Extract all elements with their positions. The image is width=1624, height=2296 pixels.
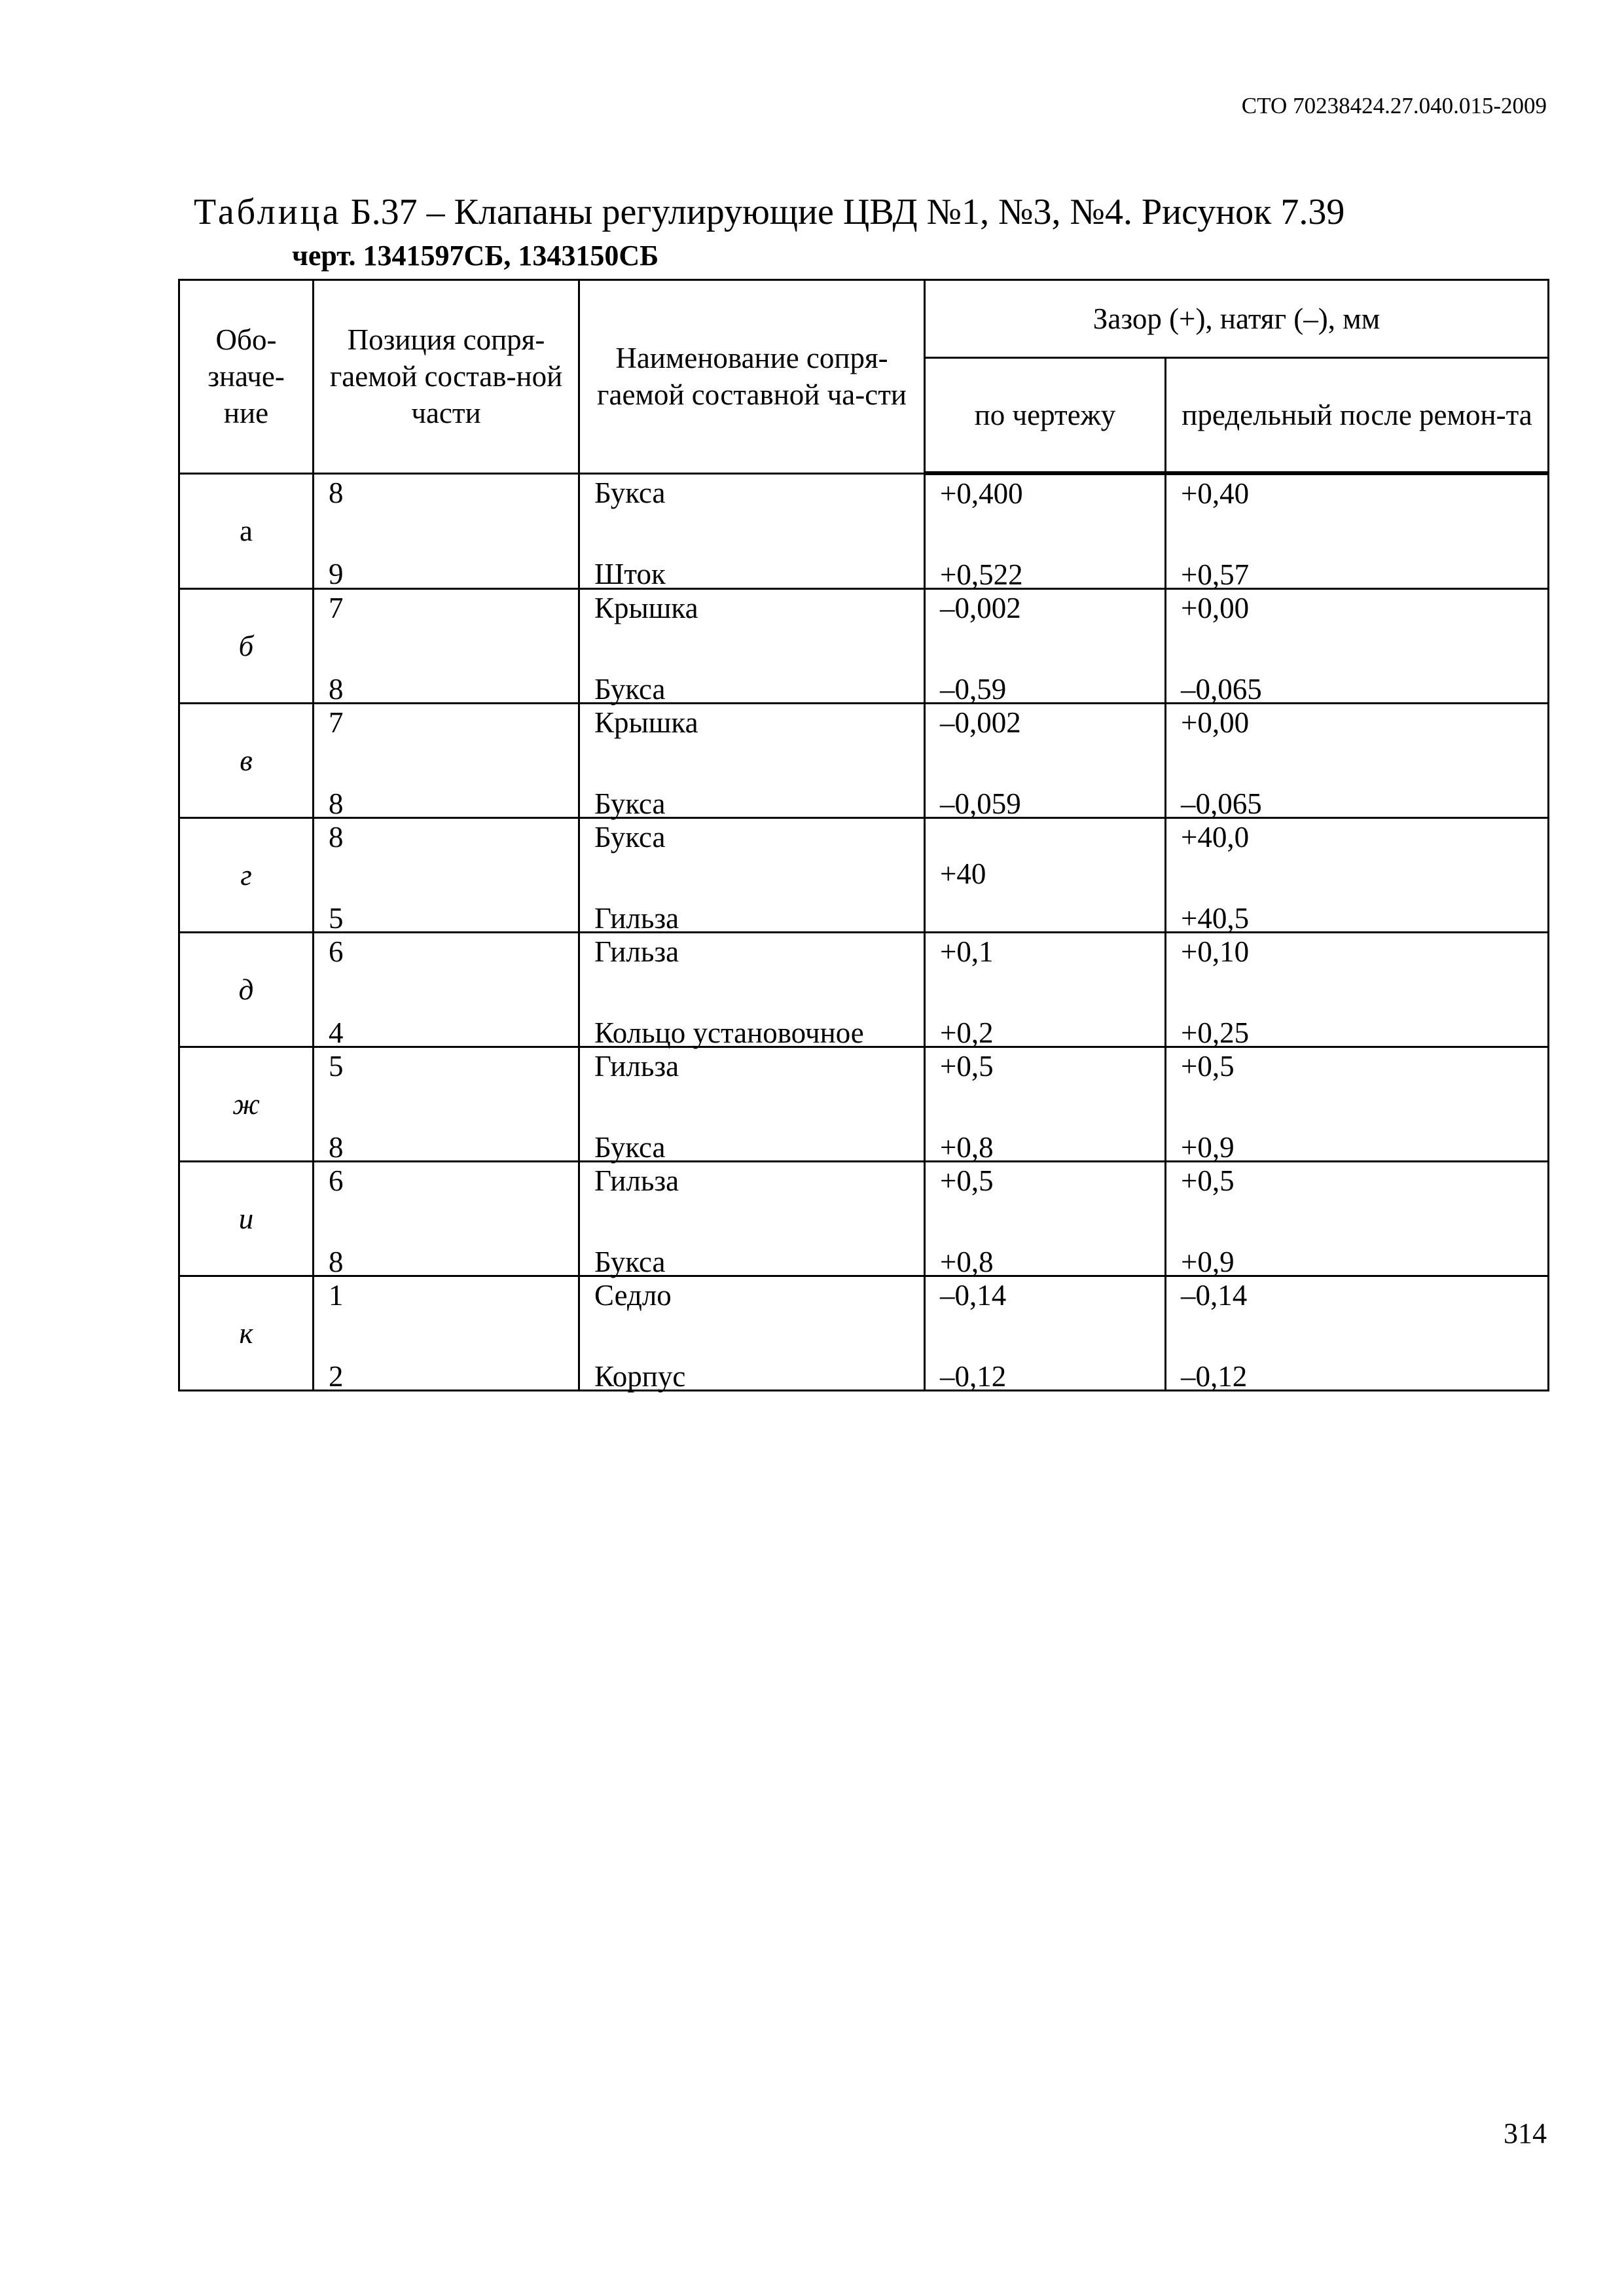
name-cell <box>579 1047 925 1162</box>
cell-value-bottom: +0,2 <box>940 1016 994 1049</box>
mark-cell: д <box>179 933 314 1047</box>
cell-value-bottom: –0,059 <box>940 787 1021 820</box>
cell-value-top: 1 <box>329 1279 344 1312</box>
cell-value-top: +0,5 <box>940 1164 994 1197</box>
name-cell <box>579 589 925 704</box>
cell-value-top: –0,002 <box>940 592 1021 624</box>
cell-value-top: +0,1 <box>940 935 994 968</box>
drawing-cell <box>925 473 1166 589</box>
cell-value-top: +0,10 <box>1181 935 1250 968</box>
table-row <box>179 933 1549 1047</box>
mark-cell: и <box>179 1162 314 1276</box>
cell-value-bottom: 8 <box>329 787 344 820</box>
drawing-cell <box>925 933 1166 1047</box>
cell-value-top: +0,40 <box>1181 477 1250 510</box>
cell-value-top: Букса <box>594 476 666 509</box>
cell-value-bottom: +0,8 <box>940 1246 994 1278</box>
cell-value-top: +0,5 <box>1181 1164 1235 1197</box>
header-position: Позиция сопря-гаемой состав-ной части <box>314 280 579 474</box>
mark-cell: ж <box>179 1047 314 1162</box>
name-cell <box>579 1276 925 1391</box>
cell-value: +40 <box>940 857 986 890</box>
cell-value-top: +0,400 <box>940 477 1023 510</box>
table-title-text: Б.37 – Клапаны регулирующие ЦВД №1, №3, №4. Рисунок 7.39 <box>341 192 1345 232</box>
position-cell <box>314 1162 579 1276</box>
cell-value-top: +0,00 <box>1181 592 1250 624</box>
table-row <box>179 704 1549 818</box>
header-by-drawing: по чертежу <box>925 358 1166 474</box>
cell-value-bottom: Букса <box>594 1131 666 1164</box>
position-cell <box>314 1047 579 1162</box>
table-row <box>179 1162 1549 1276</box>
limit-cell <box>1166 589 1549 704</box>
table-title <box>194 191 1344 233</box>
limit-cell <box>1166 473 1549 589</box>
table-row <box>179 1047 1549 1162</box>
drawing-cell <box>925 589 1166 704</box>
cell-value-top: 7 <box>329 706 344 739</box>
cell-value-bottom: Гильза <box>594 902 679 935</box>
name-cell <box>579 818 925 933</box>
cell-value-bottom: –0,12 <box>940 1360 1007 1393</box>
drawing-cell <box>925 1047 1166 1162</box>
cell-value-top: +40,0 <box>1181 821 1250 853</box>
cell-value-bottom: 4 <box>329 1016 344 1049</box>
cell-value-top: –0,14 <box>1181 1279 1248 1312</box>
cell-value-bottom: Букса <box>594 787 666 820</box>
cell-value-bottom: 8 <box>329 673 344 706</box>
position-cell <box>314 933 579 1047</box>
cell-value-top: Гильза <box>594 1164 679 1197</box>
limit-cell <box>1166 1276 1549 1391</box>
name-cell <box>579 933 925 1047</box>
cell-value-bottom: 8 <box>329 1131 344 1164</box>
cell-value-bottom: –0,065 <box>1181 787 1262 820</box>
limit-cell <box>1166 704 1549 818</box>
cell-value-bottom: 9 <box>329 557 344 590</box>
cell-value-bottom: Кольцо установочное <box>594 1016 864 1049</box>
cell-value-bottom: –0,59 <box>940 673 1007 706</box>
cell-value-top: Крышка <box>594 592 698 624</box>
cell-value-top: –0,14 <box>940 1279 1007 1312</box>
limit-cell <box>1166 1162 1549 1276</box>
cell-value-top: Гильза <box>594 935 679 968</box>
cell-value-bottom: +0,9 <box>1181 1246 1235 1278</box>
cell-value-bottom: +40,5 <box>1181 902 1250 935</box>
mark-cell: к <box>179 1276 314 1391</box>
table-title-label: Таблица <box>194 192 342 232</box>
cell-value-top: Крышка <box>594 706 698 739</box>
name-cell <box>579 704 925 818</box>
cell-value-bottom: +0,25 <box>1181 1016 1250 1049</box>
table-row <box>179 1276 1549 1391</box>
cell-value-top: 5 <box>329 1050 344 1083</box>
cell-value-bottom: +0,9 <box>1181 1131 1235 1164</box>
position-cell <box>314 1276 579 1391</box>
cell-value-bottom: Шток <box>594 557 666 590</box>
cell-value-top: Седло <box>594 1279 672 1312</box>
position-cell <box>314 589 579 704</box>
cell-value-bottom: +0,57 <box>1181 558 1250 591</box>
table-subtitle: черт. 1341597СБ, 1343150СБ <box>292 240 659 272</box>
cell-value-bottom: 5 <box>329 902 344 935</box>
table-row <box>179 818 1549 933</box>
cell-value-bottom: –0,12 <box>1181 1360 1248 1393</box>
limit-cell <box>1166 1047 1549 1162</box>
cell-value-top: 7 <box>329 592 344 624</box>
name-cell <box>579 1162 925 1276</box>
cell-value-bottom: +0,522 <box>940 558 1023 591</box>
cell-value-bottom: –0,065 <box>1181 673 1262 706</box>
limit-cell <box>1166 933 1549 1047</box>
cell-value-top: Букса <box>594 821 666 853</box>
cell-value-top: 8 <box>329 476 344 509</box>
drawing-cell <box>925 818 1166 933</box>
cell-value-top: –0,002 <box>940 706 1021 739</box>
cell-value-bottom: Корпус <box>594 1360 686 1393</box>
drawing-cell <box>925 704 1166 818</box>
cell-value-bottom: 2 <box>329 1360 344 1393</box>
header-limit-after-repair: предельный после ремон-та <box>1166 358 1549 474</box>
header-mark: Обо-значе-ние <box>179 280 314 474</box>
document-code: СТО 70238424.27.040.015-2009 <box>1241 93 1547 118</box>
cell-value-top: 6 <box>329 1164 344 1197</box>
table-row <box>179 473 1549 589</box>
mark-cell: в <box>179 704 314 818</box>
page-number: 314 <box>1504 2117 1547 2149</box>
cell-value-top: 6 <box>329 935 344 968</box>
mark-cell: а <box>179 473 314 589</box>
table-row <box>179 589 1549 704</box>
mark-cell: б <box>179 589 314 704</box>
header-gap-group: Зазор (+), натяг (–), мм <box>925 280 1549 358</box>
drawing-cell <box>925 1162 1166 1276</box>
table-body <box>179 473 1549 1391</box>
mark-cell: г <box>179 818 314 933</box>
cell-value-bottom: 8 <box>329 1246 344 1278</box>
drawing-cell <box>925 1276 1166 1391</box>
cell-value-top: Гильза <box>594 1050 679 1083</box>
cell-value-bottom: Букса <box>594 1246 666 1278</box>
cell-value-top: +0,00 <box>1181 706 1250 739</box>
limit-cell <box>1166 818 1549 933</box>
position-cell <box>314 818 579 933</box>
name-cell <box>579 473 925 589</box>
cell-value-top: +0,5 <box>940 1050 994 1083</box>
cell-value-bottom: +0,8 <box>940 1131 994 1164</box>
header-name: Наименование сопря-гаемой составной ча-сти <box>579 280 925 474</box>
cell-value-top: +0,5 <box>1181 1050 1235 1083</box>
position-cell <box>314 473 579 589</box>
cell-value-bottom: Букса <box>594 673 666 706</box>
clearance-table <box>178 279 1549 1391</box>
position-cell <box>314 704 579 818</box>
cell-value-top: 8 <box>329 821 344 853</box>
